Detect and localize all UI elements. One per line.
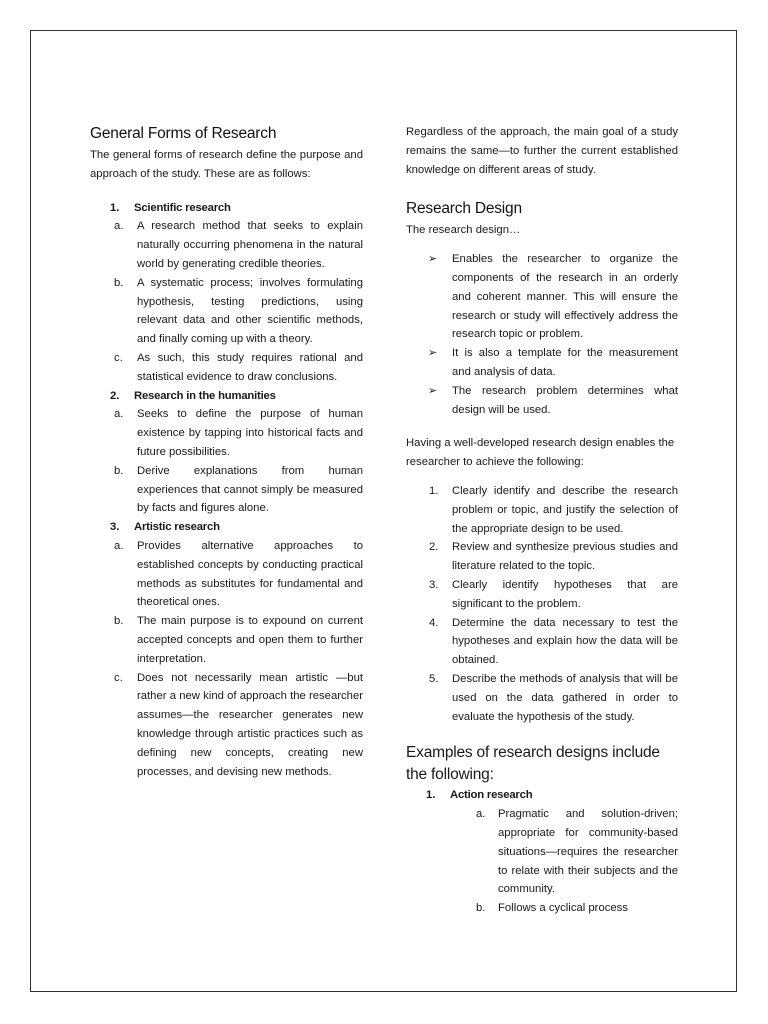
list-item-title: Action research bbox=[450, 789, 533, 802]
sub-list bbox=[90, 217, 363, 386]
list-item bbox=[406, 899, 678, 918]
list-letter: b. bbox=[114, 615, 124, 628]
list-item-text: Clearly identify and describe the research problem or topic, and justify the selection of the appropriate design to be used. bbox=[452, 484, 678, 535]
sub-list bbox=[90, 537, 363, 781]
list-item bbox=[406, 344, 678, 382]
list-item bbox=[90, 669, 363, 782]
list-item-text: A systematic process; involves formulating hypothesis, testing predictions, using relevant data and other scientific methods, and finally coming up with a theory. bbox=[137, 276, 363, 346]
right-column bbox=[406, 123, 678, 918]
list-item-text: Seeks to define the purpose of human existence by tapping into historical facts and future possibilities. bbox=[137, 408, 363, 458]
list-item bbox=[90, 612, 363, 668]
list-item-text: Derive explanations from human experiences that cannot simply be measured by facts and figures alone. bbox=[137, 464, 363, 515]
goals-list bbox=[406, 482, 678, 726]
list-letter: a. bbox=[114, 220, 124, 233]
forms-list bbox=[90, 518, 363, 537]
list-item bbox=[406, 670, 678, 726]
list-item-text: The main purpose is to expound on current accepted concepts and open them to further interpretation. bbox=[137, 615, 363, 665]
list-item bbox=[406, 786, 678, 805]
list-item-title: Scientific research bbox=[134, 201, 231, 214]
section-heading-research-design: Research Design bbox=[406, 200, 522, 218]
sub-list bbox=[90, 405, 363, 518]
list-letter: a. bbox=[476, 808, 486, 821]
list-letter: b. bbox=[476, 902, 486, 915]
list-item bbox=[90, 274, 363, 349]
section-heading-general-forms: General Forms of Research bbox=[90, 125, 277, 142]
examples-list bbox=[406, 786, 678, 805]
list-item bbox=[406, 382, 678, 420]
intro-paragraph: The general forms of research define the purpose and approach of the study. These are as follows: bbox=[90, 149, 363, 180]
list-item-text: Follows a cyclical process bbox=[498, 902, 628, 915]
sub-list bbox=[406, 805, 678, 918]
list-item bbox=[90, 405, 363, 461]
list-item-text: Describe the methods of analysis that will be used on the data gathered in order to evaluate the hypothesis of the study. bbox=[452, 672, 678, 723]
list-item-text: Determine the data necessary to test the hypotheses and explain how the data will be obtained. bbox=[452, 616, 678, 667]
list-item-text: Enables the researcher to organize the components of the research in an orderly and coherent manner. This will ensure the research or study will effectively address the research topic or problem. bbox=[452, 253, 678, 341]
list-item-title: Artistic research bbox=[134, 521, 220, 534]
list-item-title: Research in the humanities bbox=[134, 389, 276, 402]
list-item-text: Clearly identify hypotheses that are significant to the problem. bbox=[452, 578, 678, 610]
arrow-bullet-icon: ➢ bbox=[428, 253, 438, 266]
continuation-paragraph: Regardless of the approach, the main goal of a study remains the same—to further the current established knowledge on different areas of study. bbox=[406, 126, 678, 176]
list-item bbox=[406, 482, 678, 538]
list-number: 2. bbox=[110, 389, 120, 402]
list-item bbox=[90, 537, 363, 612]
list-item bbox=[90, 349, 363, 387]
list-number: 5. bbox=[429, 672, 439, 685]
list-item bbox=[90, 518, 363, 537]
list-item bbox=[406, 250, 678, 344]
list-item bbox=[406, 538, 678, 576]
list-item-text: A research method that seeks to explain naturally occurring phenomena in the natural world by generating credible theories. bbox=[137, 220, 363, 270]
list-item-text: Does not necessarily mean artistic —but rather a new kind of approach the researcher assumes—the researcher generates new knowledge through artistic practices such as defining new concepts, creating new processes, and devising new methods. bbox=[137, 671, 363, 778]
list-item bbox=[406, 576, 678, 614]
list-number: 4. bbox=[429, 616, 439, 629]
list-number: 3. bbox=[110, 521, 120, 534]
list-item bbox=[90, 387, 363, 406]
list-item bbox=[90, 462, 363, 518]
list-number: 1. bbox=[429, 484, 439, 497]
left-column bbox=[90, 124, 363, 781]
list-item-text: Provides alternative approaches to established concepts by conducting practical methods as substitutes for fundamental and theoretical ones. bbox=[137, 539, 363, 609]
arrow-bullet-icon: ➢ bbox=[428, 384, 438, 397]
list-number: 3. bbox=[429, 578, 439, 591]
list-letter: a. bbox=[114, 539, 124, 552]
list-number: 2. bbox=[429, 541, 439, 554]
list-item bbox=[90, 217, 363, 273]
list-letter: a. bbox=[114, 408, 124, 421]
list-number: 1. bbox=[426, 789, 436, 802]
list-item-text: As such, this study requires rational and statistical evidence to draw conclusions. bbox=[137, 351, 363, 383]
lead-text: The research design… bbox=[406, 224, 521, 237]
arrow-bullet-icon: ➢ bbox=[428, 347, 438, 360]
list-letter: c. bbox=[114, 671, 123, 684]
section-heading-examples: Examples of research designs include the following: bbox=[406, 744, 660, 784]
list-item-text: The research problem determines what design will be used. bbox=[452, 384, 678, 416]
design-bullet-list bbox=[406, 250, 678, 419]
forms-list bbox=[90, 387, 363, 406]
list-number: 1. bbox=[110, 201, 120, 214]
list-item bbox=[90, 199, 363, 218]
list-item bbox=[406, 614, 678, 670]
list-item bbox=[406, 805, 678, 899]
list-item-text: It is also a template for the measurement and analysis of data. bbox=[452, 347, 678, 378]
having-paragraph: Having a well-developed research design enables the researcher to achieve the following: bbox=[406, 437, 675, 469]
list-letter: b. bbox=[114, 276, 124, 289]
list-item-text: Review and synthesize previous studies and literature related to the topic. bbox=[452, 541, 678, 573]
list-item-text: Pragmatic and solution-driven; appropriate for community-based situations—requires the researcher to relate with their subjects and the community. bbox=[498, 808, 678, 896]
list-letter: c. bbox=[114, 351, 123, 364]
forms-list bbox=[90, 199, 363, 218]
list-letter: b. bbox=[114, 464, 124, 477]
